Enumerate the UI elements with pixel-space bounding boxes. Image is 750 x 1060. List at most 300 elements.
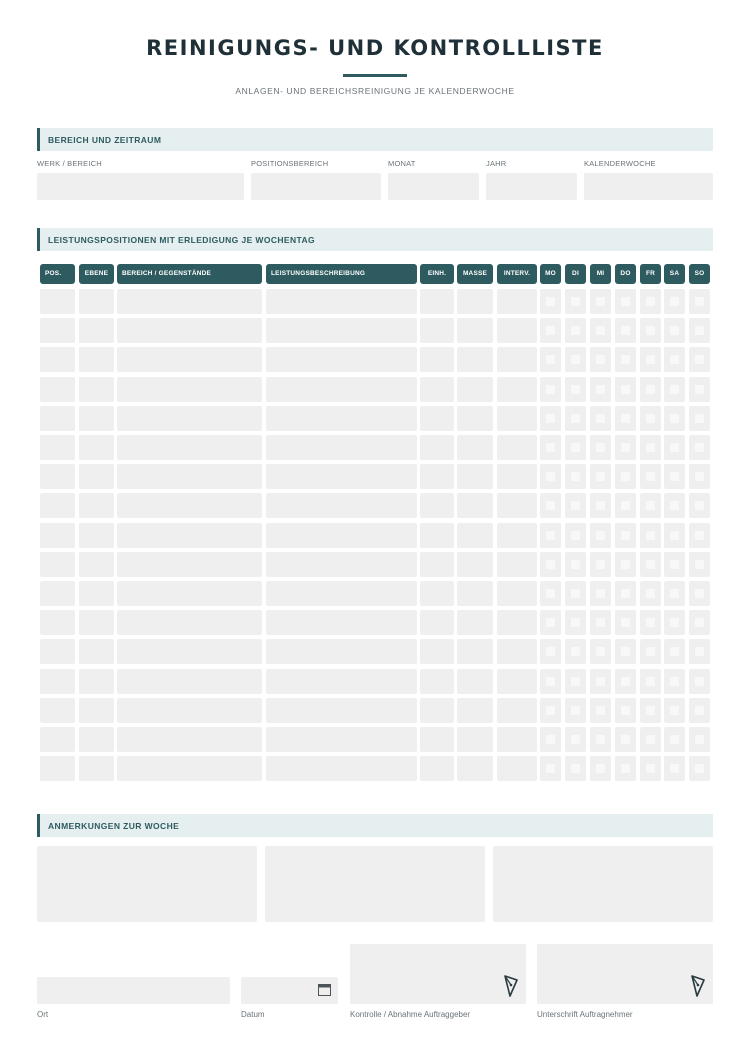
cell-beschreibung[interactable]	[266, 727, 417, 752]
kontrolle-label: Kontrolle / Abnahme Auftraggeber	[350, 1010, 471, 1019]
cell-intervall[interactable]	[497, 406, 537, 431]
cell-ebene[interactable]	[79, 639, 114, 664]
cell-einheit[interactable]	[420, 289, 454, 314]
checkbox-fr[interactable]	[646, 706, 655, 715]
checkbox-do[interactable]	[621, 385, 630, 394]
cell-einheit[interactable]	[420, 464, 454, 489]
day-cell-di	[565, 289, 586, 314]
cell-bereich[interactable]	[117, 318, 262, 343]
cell-ebene[interactable]	[79, 289, 114, 314]
checkbox-mi[interactable]	[596, 297, 605, 306]
cell-beschreibung[interactable]	[266, 377, 417, 402]
checkbox-mi[interactable]	[596, 443, 605, 452]
cell-pos[interactable]	[40, 756, 75, 781]
checkbox-do[interactable]	[621, 501, 630, 510]
cell-einheit[interactable]	[420, 669, 454, 694]
checkbox-fr[interactable]	[646, 443, 655, 452]
day-cell-do	[615, 318, 636, 343]
checkbox-do[interactable]	[621, 297, 630, 306]
checkbox-sa[interactable]	[670, 589, 679, 598]
cell-pos[interactable]	[40, 698, 75, 723]
checkbox-sa[interactable]	[670, 531, 679, 540]
checkbox-do[interactable]	[621, 764, 630, 773]
checkbox-mi[interactable]	[596, 677, 605, 686]
cell-beschreibung[interactable]	[266, 493, 417, 518]
cell-intervall[interactable]	[497, 581, 537, 606]
cell-beschreibung[interactable]	[266, 347, 417, 372]
checkbox-di[interactable]	[571, 355, 580, 364]
day-cell-fr	[640, 639, 661, 664]
day-cell-mo	[540, 289, 561, 314]
cell-bereich[interactable]	[117, 698, 262, 723]
cell-intervall[interactable]	[497, 669, 537, 694]
datum-label: Datum	[241, 1010, 265, 1019]
cell-intervall[interactable]	[497, 377, 537, 402]
checkbox-mi[interactable]	[596, 647, 605, 656]
checkbox-sa[interactable]	[670, 414, 679, 423]
cell-masse[interactable]	[457, 464, 493, 489]
cell-pos[interactable]	[40, 318, 75, 343]
cell-beschreibung[interactable]	[266, 523, 417, 548]
checkbox-sa[interactable]	[670, 472, 679, 481]
checkbox-mo[interactable]	[546, 764, 555, 773]
cell-beschreibung[interactable]	[266, 581, 417, 606]
checkbox-so[interactable]	[695, 443, 704, 452]
day-cell-do	[615, 756, 636, 781]
checkbox-mo[interactable]	[546, 677, 555, 686]
checkbox-so[interactable]	[695, 472, 704, 481]
day-cell-sa	[664, 523, 685, 548]
cell-einheit[interactable]	[420, 493, 454, 518]
checkbox-so[interactable]	[695, 326, 704, 335]
checkbox-fr[interactable]	[646, 677, 655, 686]
cell-pos[interactable]	[40, 406, 75, 431]
col-header-mo: MO	[540, 264, 561, 284]
cell-pos[interactable]	[40, 581, 75, 606]
checkbox-di[interactable]	[571, 326, 580, 335]
checkbox-do[interactable]	[621, 589, 630, 598]
cell-ebene[interactable]	[79, 493, 114, 518]
day-cell-di	[565, 318, 586, 343]
cell-masse[interactable]	[457, 289, 493, 314]
col-header-fr: FR	[640, 264, 661, 284]
cell-ebene[interactable]	[79, 756, 114, 781]
day-cell-fr	[640, 523, 661, 548]
cell-beschreibung[interactable]	[266, 610, 417, 635]
cell-ebene[interactable]	[79, 377, 114, 402]
day-cell-mo	[540, 377, 561, 402]
cell-masse[interactable]	[457, 639, 493, 664]
checkbox-mo[interactable]	[546, 472, 555, 481]
checkbox-mi[interactable]	[596, 472, 605, 481]
day-cell-do	[615, 698, 636, 723]
checkbox-do[interactable]	[621, 472, 630, 481]
checkbox-do[interactable]	[621, 677, 630, 686]
checkbox-fr[interactable]	[646, 764, 655, 773]
checkbox-mi[interactable]	[596, 764, 605, 773]
cell-einheit[interactable]	[420, 523, 454, 548]
checkbox-so[interactable]	[695, 706, 704, 715]
checkbox-so[interactable]	[695, 618, 704, 627]
checkbox-sa[interactable]	[670, 618, 679, 627]
checkbox-mo[interactable]	[546, 647, 555, 656]
cell-pos[interactable]	[40, 552, 75, 577]
checkbox-mo[interactable]	[546, 706, 555, 715]
werk-bereich-field[interactable]	[37, 173, 244, 200]
checkbox-do[interactable]	[621, 355, 630, 364]
jahr-field[interactable]	[486, 173, 577, 200]
cell-intervall[interactable]	[497, 289, 537, 314]
cell-masse[interactable]	[457, 669, 493, 694]
day-cell-do	[615, 406, 636, 431]
cell-masse[interactable]	[457, 493, 493, 518]
checkbox-di[interactable]	[571, 472, 580, 481]
cell-einheit[interactable]	[420, 756, 454, 781]
cell-masse[interactable]	[457, 406, 493, 431]
checkbox-di[interactable]	[571, 647, 580, 656]
cell-ebene[interactable]	[79, 347, 114, 372]
calendar-icon[interactable]	[318, 984, 331, 996]
checkbox-mi[interactable]	[596, 501, 605, 510]
cell-einheit[interactable]	[420, 581, 454, 606]
checkbox-sa[interactable]	[670, 501, 679, 510]
checkbox-mo[interactable]	[546, 385, 555, 394]
day-cell-di	[565, 639, 586, 664]
day-cell-do	[615, 435, 636, 460]
day-cell-sa	[664, 581, 685, 606]
cell-ebene[interactable]	[79, 610, 114, 635]
checkbox-so[interactable]	[695, 385, 704, 394]
cell-bereich[interactable]	[117, 406, 262, 431]
cell-masse[interactable]	[457, 318, 493, 343]
checkbox-sa[interactable]	[670, 443, 679, 452]
cell-ebene[interactable]	[79, 581, 114, 606]
note-field-2[interactable]	[265, 846, 485, 922]
day-cell-fr	[640, 377, 661, 402]
checkbox-do[interactable]	[621, 735, 630, 744]
checkbox-mo[interactable]	[546, 560, 555, 569]
checkbox-di[interactable]	[571, 414, 580, 423]
checkbox-fr[interactable]	[646, 560, 655, 569]
cell-masse[interactable]	[457, 435, 493, 460]
kalenderwoche-field[interactable]	[584, 173, 713, 200]
checkbox-di[interactable]	[571, 677, 580, 686]
cell-einheit[interactable]	[420, 727, 454, 752]
cell-bereich[interactable]	[117, 610, 262, 635]
checkbox-mo[interactable]	[546, 531, 555, 540]
cell-ebene[interactable]	[79, 523, 114, 548]
day-cell-so	[689, 756, 710, 781]
checkbox-sa[interactable]	[670, 706, 679, 715]
checkbox-fr[interactable]	[646, 355, 655, 364]
cell-ebene[interactable]	[79, 727, 114, 752]
checkbox-do[interactable]	[621, 647, 630, 656]
day-cell-mo	[540, 756, 561, 781]
pen-nib-icon	[504, 975, 518, 997]
checkbox-mi[interactable]	[596, 355, 605, 364]
checkbox-di[interactable]	[571, 443, 580, 452]
cell-masse[interactable]	[457, 581, 493, 606]
checkbox-sa[interactable]	[670, 647, 679, 656]
ort-field[interactable]	[37, 977, 230, 1004]
checkbox-di[interactable]	[571, 618, 580, 627]
checkbox-fr[interactable]	[646, 735, 655, 744]
cell-masse[interactable]	[457, 698, 493, 723]
day-cell-di	[565, 727, 586, 752]
cell-bereich[interactable]	[117, 464, 262, 489]
checkbox-fr[interactable]	[646, 326, 655, 335]
cell-beschreibung[interactable]	[266, 435, 417, 460]
checkbox-mo[interactable]	[546, 443, 555, 452]
day-cell-mi	[590, 639, 611, 664]
checkbox-so[interactable]	[695, 764, 704, 773]
cell-intervall[interactable]	[497, 347, 537, 372]
unterschrift-signature-field[interactable]	[537, 944, 713, 1004]
checkbox-fr[interactable]	[646, 501, 655, 510]
checkbox-sa[interactable]	[670, 764, 679, 773]
cell-intervall[interactable]	[497, 698, 537, 723]
checkbox-do[interactable]	[621, 618, 630, 627]
checkbox-di[interactable]	[571, 531, 580, 540]
cell-einheit[interactable]	[420, 552, 454, 577]
checkbox-mo[interactable]	[546, 326, 555, 335]
checkbox-so[interactable]	[695, 414, 704, 423]
cell-bereich[interactable]	[117, 639, 262, 664]
checkbox-mi[interactable]	[596, 589, 605, 598]
checkbox-sa[interactable]	[670, 385, 679, 394]
day-cell-do	[615, 377, 636, 402]
day-cell-mi	[590, 581, 611, 606]
checkbox-mo[interactable]	[546, 297, 555, 306]
day-cell-so	[689, 318, 710, 343]
day-cell-mo	[540, 698, 561, 723]
note-field-3[interactable]	[493, 846, 713, 922]
cell-einheit[interactable]	[420, 347, 454, 372]
checkbox-do[interactable]	[621, 560, 630, 569]
day-cell-fr	[640, 493, 661, 518]
checkbox-di[interactable]	[571, 385, 580, 394]
cell-einheit[interactable]	[420, 377, 454, 402]
checkbox-di[interactable]	[571, 764, 580, 773]
day-cell-di	[565, 552, 586, 577]
cell-bereich[interactable]	[117, 523, 262, 548]
col-header-di: DI	[565, 264, 586, 284]
cell-beschreibung[interactable]	[266, 639, 417, 664]
cell-einheit[interactable]	[420, 639, 454, 664]
cell-masse[interactable]	[457, 347, 493, 372]
cell-ebene[interactable]	[79, 435, 114, 460]
checkbox-mi[interactable]	[596, 326, 605, 335]
cell-einheit[interactable]	[420, 610, 454, 635]
checkbox-di[interactable]	[571, 735, 580, 744]
day-cell-so	[689, 669, 710, 694]
cell-beschreibung[interactable]	[266, 552, 417, 577]
cell-pos[interactable]	[40, 523, 75, 548]
cell-masse[interactable]	[457, 727, 493, 752]
checkbox-so[interactable]	[695, 677, 704, 686]
day-cell-mi	[590, 464, 611, 489]
cell-intervall[interactable]	[497, 756, 537, 781]
cell-intervall[interactable]	[497, 552, 537, 577]
checkbox-sa[interactable]	[670, 355, 679, 364]
checkbox-do[interactable]	[621, 706, 630, 715]
kontrolle-signature-field[interactable]	[350, 944, 526, 1004]
cell-bereich[interactable]	[117, 347, 262, 372]
checkbox-sa[interactable]	[670, 677, 679, 686]
checkbox-mi[interactable]	[596, 618, 605, 627]
checkbox-fr[interactable]	[646, 472, 655, 481]
day-cell-fr	[640, 669, 661, 694]
checkbox-mo[interactable]	[546, 355, 555, 364]
checkbox-mi[interactable]	[596, 706, 605, 715]
checkbox-sa[interactable]	[670, 326, 679, 335]
checkbox-di[interactable]	[571, 589, 580, 598]
cell-intervall[interactable]	[497, 610, 537, 635]
checkbox-di[interactable]	[571, 501, 580, 510]
cell-bereich[interactable]	[117, 435, 262, 460]
cell-bereich[interactable]	[117, 669, 262, 694]
checkbox-so[interactable]	[695, 589, 704, 598]
cell-beschreibung[interactable]	[266, 406, 417, 431]
checkbox-so[interactable]	[695, 531, 704, 540]
cell-masse[interactable]	[457, 377, 493, 402]
checkbox-sa[interactable]	[670, 560, 679, 569]
cell-beschreibung[interactable]	[266, 669, 417, 694]
checkbox-fr[interactable]	[646, 297, 655, 306]
day-cell-sa	[664, 639, 685, 664]
checkbox-di[interactable]	[571, 297, 580, 306]
checkbox-mi[interactable]	[596, 531, 605, 540]
day-cell-so	[689, 581, 710, 606]
cell-bereich[interactable]	[117, 581, 262, 606]
cell-pos[interactable]	[40, 669, 75, 694]
cell-einheit[interactable]	[420, 406, 454, 431]
checkbox-fr[interactable]	[646, 647, 655, 656]
cell-intervall[interactable]	[497, 639, 537, 664]
checkbox-so[interactable]	[695, 297, 704, 306]
checkbox-sa[interactable]	[670, 297, 679, 306]
checkbox-mo[interactable]	[546, 735, 555, 744]
note-field-1[interactable]	[37, 846, 257, 922]
cell-intervall[interactable]	[497, 435, 537, 460]
checkbox-do[interactable]	[621, 326, 630, 335]
cell-pos[interactable]	[40, 347, 75, 372]
checkbox-mo[interactable]	[546, 501, 555, 510]
cell-bereich[interactable]	[117, 756, 262, 781]
checkbox-fr[interactable]	[646, 385, 655, 394]
cell-intervall[interactable]	[497, 523, 537, 548]
cell-intervall[interactable]	[497, 727, 537, 752]
checkbox-do[interactable]	[621, 531, 630, 540]
checkbox-fr[interactable]	[646, 531, 655, 540]
cell-bereich[interactable]	[117, 377, 262, 402]
col-header-bereich: BEREICH / GEGENSTÄNDE	[117, 264, 262, 284]
cell-ebene[interactable]	[79, 464, 114, 489]
day-cell-do	[615, 727, 636, 752]
cell-intervall[interactable]	[497, 464, 537, 489]
cell-pos[interactable]	[40, 727, 75, 752]
cell-pos[interactable]	[40, 435, 75, 460]
day-cell-mo	[540, 581, 561, 606]
checkbox-di[interactable]	[571, 560, 580, 569]
checkbox-so[interactable]	[695, 560, 704, 569]
cell-masse[interactable]	[457, 523, 493, 548]
day-cell-di	[565, 493, 586, 518]
checkbox-so[interactable]	[695, 501, 704, 510]
checkbox-mo[interactable]	[546, 414, 555, 423]
checkbox-do[interactable]	[621, 443, 630, 452]
cell-pos[interactable]	[40, 639, 75, 664]
cell-beschreibung[interactable]	[266, 464, 417, 489]
day-cell-sa	[664, 493, 685, 518]
cell-pos[interactable]	[40, 493, 75, 518]
cell-einheit[interactable]	[420, 318, 454, 343]
checkbox-mi[interactable]	[596, 414, 605, 423]
cell-bereich[interactable]	[117, 493, 262, 518]
checkbox-do[interactable]	[621, 414, 630, 423]
checkbox-mi[interactable]	[596, 385, 605, 394]
page-title: REINIGUNGS- UND KONTROLLLISTE	[146, 36, 604, 60]
pen-nib-icon	[691, 975, 705, 997]
cell-ebene[interactable]	[79, 669, 114, 694]
cell-intervall[interactable]	[497, 318, 537, 343]
cell-pos[interactable]	[40, 610, 75, 635]
cell-bereich[interactable]	[117, 552, 262, 577]
cell-bereich[interactable]	[117, 289, 262, 314]
cell-beschreibung[interactable]	[266, 698, 417, 723]
checkbox-fr[interactable]	[646, 589, 655, 598]
cell-masse[interactable]	[457, 756, 493, 781]
checkbox-mi[interactable]	[596, 735, 605, 744]
cell-pos[interactable]	[40, 289, 75, 314]
checkbox-mo[interactable]	[546, 589, 555, 598]
cell-ebene[interactable]	[79, 406, 114, 431]
cell-pos[interactable]	[40, 464, 75, 489]
checkbox-di[interactable]	[571, 706, 580, 715]
checkbox-so[interactable]	[695, 735, 704, 744]
checkbox-sa[interactable]	[670, 735, 679, 744]
page-subtitle: ANLAGEN- UND BEREICHSREINIGUNG JE KALENDERWOCHE	[235, 86, 515, 96]
day-cell-di	[565, 698, 586, 723]
cell-beschreibung[interactable]	[266, 756, 417, 781]
checkbox-mi[interactable]	[596, 560, 605, 569]
positionsbereich-field[interactable]	[251, 173, 381, 200]
cell-ebene[interactable]	[79, 318, 114, 343]
cell-beschreibung[interactable]	[266, 289, 417, 314]
cell-einheit[interactable]	[420, 698, 454, 723]
checkbox-mo[interactable]	[546, 618, 555, 627]
checkbox-so[interactable]	[695, 355, 704, 364]
cell-masse[interactable]	[457, 610, 493, 635]
cell-masse[interactable]	[457, 552, 493, 577]
checkbox-fr[interactable]	[646, 414, 655, 423]
cell-beschreibung[interactable]	[266, 318, 417, 343]
checkbox-so[interactable]	[695, 647, 704, 656]
checkbox-fr[interactable]	[646, 618, 655, 627]
day-cell-sa	[664, 464, 685, 489]
cell-pos[interactable]	[40, 377, 75, 402]
cell-intervall[interactable]	[497, 493, 537, 518]
day-cell-do	[615, 493, 636, 518]
cell-ebene[interactable]	[79, 552, 114, 577]
day-cell-do	[615, 552, 636, 577]
cell-bereich[interactable]	[117, 727, 262, 752]
cell-ebene[interactable]	[79, 698, 114, 723]
monat-field[interactable]	[388, 173, 479, 200]
day-cell-so	[689, 639, 710, 664]
cell-einheit[interactable]	[420, 435, 454, 460]
datum-field[interactable]	[241, 977, 338, 1004]
